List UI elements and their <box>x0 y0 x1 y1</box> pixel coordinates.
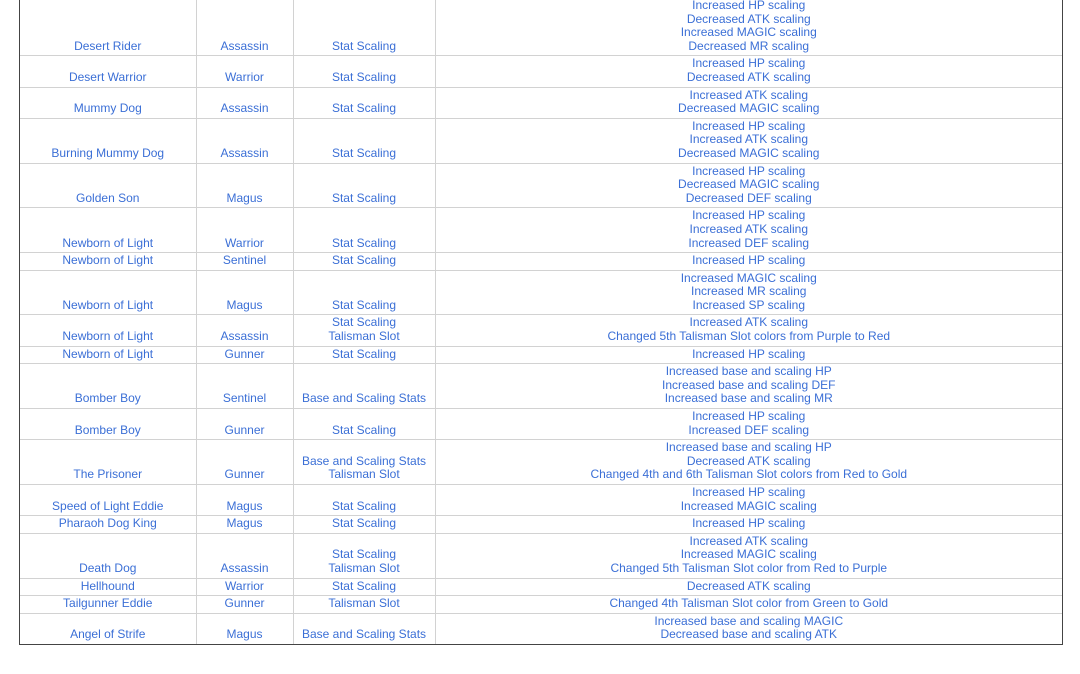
change-type-cell[interactable] <box>293 578 435 596</box>
table-row <box>20 613 1062 644</box>
table-row <box>20 516 1062 534</box>
character-name-cell[interactable]: Newborn of Light <box>20 253 196 271</box>
change-detail-line: Changed 4th Talisman Slot color from Green to Gold <box>609 596 889 611</box>
change-type-cell[interactable] <box>293 118 435 163</box>
change-type-line: Stat Scaling <box>331 145 397 160</box>
table-row <box>20 87 1062 118</box>
class-cell[interactable]: Magus <box>196 613 293 644</box>
change-details-cell[interactable] <box>435 364 1062 409</box>
class-cell[interactable]: Magus <box>196 163 293 208</box>
balance-changes-sheet <box>19 0 1063 645</box>
table-row <box>20 440 1062 485</box>
change-type-cell[interactable] <box>293 87 435 118</box>
change-detail-line: Increased DEF scaling <box>688 235 810 250</box>
change-detail-line: Increased base and scaling MAGIC <box>654 613 844 628</box>
change-detail-line: Increased HP scaling <box>692 409 806 424</box>
change-detail-line: Increased HP scaling <box>692 56 806 71</box>
change-detail-line: Decreased ATK scaling <box>686 69 811 84</box>
table-row <box>20 485 1062 516</box>
change-type-line: Talisman Slot <box>328 467 400 482</box>
change-detail-line: Decreased MR scaling <box>688 38 810 53</box>
change-details-cell[interactable] <box>435 613 1062 644</box>
change-details-cell[interactable] <box>435 118 1062 163</box>
change-type-line: Base and Scaling Stats <box>301 391 427 406</box>
change-details-cell[interactable] <box>435 578 1062 596</box>
change-details-cell[interactable] <box>435 533 1062 578</box>
change-type-line: Stat Scaling <box>331 578 397 593</box>
table-row <box>20 118 1062 163</box>
change-details-cell[interactable] <box>435 409 1062 440</box>
change-detail-line: Increased base and scaling HP <box>665 440 832 455</box>
change-detail-line: Increased HP scaling <box>692 485 806 499</box>
change-detail-line: Increased ATK scaling <box>689 533 808 548</box>
table-row <box>20 364 1062 409</box>
change-type-line: Stat Scaling <box>331 101 397 116</box>
change-type-line: Base and Scaling Stats <box>301 627 427 642</box>
change-detail-line: Changed 5th Talisman Slot color from Red to Purple <box>610 560 888 575</box>
class-cell[interactable]: Gunner <box>196 409 293 440</box>
change-detail-line: Increased HP scaling <box>692 118 806 133</box>
change-detail-line: Increased base and scaling HP <box>665 364 832 379</box>
class-cell[interactable]: Gunner <box>196 596 293 614</box>
class-cell[interactable]: Assassin <box>196 118 293 163</box>
table-body <box>20 0 1062 644</box>
change-type-line: Talisman Slot <box>328 596 400 611</box>
change-type-cell[interactable] <box>293 596 435 614</box>
character-name-cell[interactable]: Golden Son <box>20 163 196 208</box>
change-type-line: Stat Scaling <box>331 547 397 562</box>
change-type-line: Stat Scaling <box>331 315 397 330</box>
change-type-cell[interactable] <box>293 613 435 644</box>
class-cell[interactable]: Assassin <box>196 0 293 56</box>
change-type-line: Stat Scaling <box>331 297 397 312</box>
change-detail-line: Increased MAGIC scaling <box>680 270 817 285</box>
class-cell[interactable]: Gunner <box>196 346 293 364</box>
change-detail-line: Increased HP scaling <box>692 253 806 268</box>
table-row <box>20 163 1062 208</box>
class-cell[interactable]: Magus <box>196 485 293 516</box>
class-cell[interactable]: Sentinel <box>196 253 293 271</box>
table-row <box>20 533 1062 578</box>
change-details-cell[interactable] <box>435 516 1062 534</box>
change-detail-line: Changed 4th and 6th Talisman Slot colors from Red to Gold <box>590 467 908 482</box>
class-cell[interactable]: Warrior <box>196 578 293 596</box>
change-type-line: Stat Scaling <box>331 253 397 268</box>
change-details-cell[interactable] <box>435 56 1062 87</box>
change-detail-line: Decreased ATK scaling <box>686 578 811 593</box>
change-details-cell[interactable] <box>435 440 1062 485</box>
change-detail-line: Increased HP scaling <box>692 208 806 223</box>
character-name-cell[interactable]: Bomber Boy <box>20 409 196 440</box>
character-name-cell[interactable]: Death Dog <box>20 533 196 578</box>
character-name-cell[interactable]: Newborn of Light <box>20 315 196 346</box>
change-detail-line: Increased ATK scaling <box>689 315 808 330</box>
change-type-line: Talisman Slot <box>328 560 400 575</box>
class-cell[interactable]: Warrior <box>196 56 293 87</box>
change-detail-line: Decreased base and scaling ATK <box>660 627 838 642</box>
change-details-cell[interactable] <box>435 208 1062 253</box>
change-type-line: Base and Scaling Stats <box>301 453 427 468</box>
change-type-cell[interactable] <box>293 485 435 516</box>
class-cell[interactable]: Assassin <box>196 533 293 578</box>
change-type-cell[interactable] <box>293 253 435 271</box>
change-details-cell[interactable] <box>435 163 1062 208</box>
change-type-line: Stat Scaling <box>331 38 397 53</box>
change-type-cell[interactable] <box>293 409 435 440</box>
change-type-cell[interactable] <box>293 516 435 534</box>
change-detail-line: Increased HP scaling <box>692 346 806 361</box>
table-row <box>20 578 1062 596</box>
class-cell[interactable]: Magus <box>196 516 293 534</box>
change-type-line: Stat Scaling <box>331 422 397 437</box>
change-detail-line: Increased SP scaling <box>692 297 805 312</box>
table-row <box>20 208 1062 253</box>
change-detail-line: Changed 5th Talisman Slot colors from Purple to Red <box>607 329 891 344</box>
change-detail-line: Increased base and scaling DEF <box>662 377 836 392</box>
change-details-cell[interactable] <box>435 596 1062 614</box>
character-name-cell[interactable]: Newborn of Light <box>20 270 196 315</box>
change-type-cell[interactable] <box>293 270 435 315</box>
character-name-cell[interactable]: Hellhound <box>20 578 196 596</box>
change-type-cell[interactable] <box>293 346 435 364</box>
change-detail-line: Increased base and scaling MR <box>664 391 833 406</box>
change-details-cell[interactable] <box>435 346 1062 364</box>
change-detail-line: Increased HP scaling <box>692 0 806 12</box>
character-name-cell[interactable]: Bomber Boy <box>20 364 196 409</box>
character-name-cell[interactable]: The Prisoner <box>20 440 196 485</box>
change-type-cell[interactable] <box>293 0 435 56</box>
change-type-line: Stat Scaling <box>331 69 397 84</box>
change-type-cell[interactable] <box>293 315 435 346</box>
class-cell[interactable]: Warrior <box>196 208 293 253</box>
table-row <box>20 270 1062 315</box>
change-details-cell[interactable] <box>435 270 1062 315</box>
change-type-cell[interactable] <box>293 533 435 578</box>
change-type-cell[interactable] <box>293 56 435 87</box>
change-type-line: Talisman Slot <box>328 329 400 344</box>
change-detail-line: Increased MAGIC scaling <box>680 25 817 40</box>
change-detail-line: Increased MAGIC scaling <box>680 547 817 562</box>
change-type-cell[interactable] <box>293 163 435 208</box>
change-detail-line: Increased MR scaling <box>691 284 807 299</box>
change-detail-line: Increased DEF scaling <box>688 422 810 437</box>
table-row <box>20 0 1062 56</box>
table-row <box>20 409 1062 440</box>
class-cell[interactable]: Magus <box>196 270 293 315</box>
table-row <box>20 56 1062 87</box>
change-type-line: Stat Scaling <box>331 346 397 361</box>
table-row <box>20 253 1062 271</box>
character-name-cell[interactable]: Burning Mummy Dog <box>20 118 196 163</box>
change-detail-line: Decreased DEF scaling <box>685 190 812 205</box>
character-name-cell[interactable]: Newborn of Light <box>20 346 196 364</box>
character-name-cell[interactable]: Angel of Strife <box>20 613 196 644</box>
class-cell[interactable]: Assassin <box>196 315 293 346</box>
table-row <box>20 315 1062 346</box>
character-name-cell[interactable]: Pharaoh Dog King <box>20 516 196 534</box>
change-type-line: Stat Scaling <box>331 498 397 513</box>
change-type-cell[interactable] <box>293 440 435 485</box>
change-detail-line: Decreased ATK scaling <box>686 453 811 468</box>
character-name-cell[interactable]: Tailgunner Eddie <box>20 596 196 614</box>
change-detail-line: Decreased MAGIC scaling <box>678 145 820 160</box>
class-cell[interactable]: Assassin <box>196 87 293 118</box>
table-row <box>20 596 1062 614</box>
change-type-cell[interactable] <box>293 364 435 409</box>
class-cell[interactable]: Sentinel <box>196 364 293 409</box>
balance-changes-table <box>20 0 1062 644</box>
table-row <box>20 346 1062 364</box>
change-detail-line: Decreased ATK scaling <box>686 11 811 26</box>
character-name-cell[interactable]: Desert Warrior <box>20 56 196 87</box>
change-type-line: Stat Scaling <box>331 190 397 205</box>
change-details-cell[interactable] <box>435 485 1062 516</box>
character-name-cell[interactable]: Desert Rider <box>20 0 196 56</box>
character-name-cell[interactable]: Newborn of Light <box>20 208 196 253</box>
change-details-cell[interactable] <box>435 253 1062 271</box>
change-detail-line: Increased HP scaling <box>692 516 806 531</box>
change-type-line: Stat Scaling <box>331 516 397 531</box>
change-detail-line: Increased ATK scaling <box>689 87 808 102</box>
change-details-cell[interactable] <box>435 0 1062 56</box>
character-name-cell[interactable]: Speed of Light Eddie <box>20 485 196 516</box>
change-detail-line: Decreased MAGIC scaling <box>678 101 820 116</box>
character-name-cell[interactable]: Mummy Dog <box>20 87 196 118</box>
change-detail-line: Increased HP scaling <box>692 163 806 178</box>
class-cell[interactable]: Gunner <box>196 440 293 485</box>
change-detail-line: Increased MAGIC scaling <box>680 498 817 513</box>
change-detail-line: Decreased MAGIC scaling <box>678 177 820 192</box>
change-details-cell[interactable] <box>435 87 1062 118</box>
change-detail-line: Increased ATK scaling <box>689 132 808 147</box>
change-type-line: Stat Scaling <box>331 235 397 250</box>
change-type-cell[interactable] <box>293 208 435 253</box>
change-details-cell[interactable] <box>435 315 1062 346</box>
change-detail-line: Increased ATK scaling <box>689 221 808 236</box>
